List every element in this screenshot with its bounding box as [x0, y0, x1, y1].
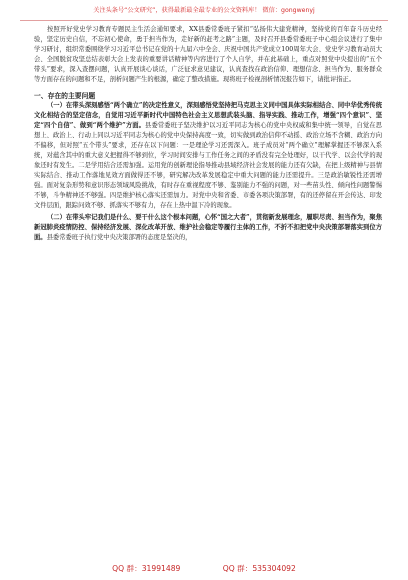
qq-group-2: QQ 群：535304092 — [222, 564, 296, 573]
section-heading-main-problems: 一、存在的主要问题 — [34, 92, 96, 100]
paragraph-1-heading: （一）在带头深刻感悟“两个确立”的决定性意义，深刻感悟党坚持把马克思主义同中国具体实际相结合、同中华优秀传统文化相结合的坚定信念，自觉用习近平新时代中国特色社会主义思想武装头脑、指导实践、推动工作，增强“四个意识”、坚定“四个自信”、做到“两个维护”方面。 — [34, 102, 382, 129]
paragraph-2 — [34, 213, 382, 243]
paragraph-2-heading: （二）在带头牢记我们是什么、要干什么这个根本问题，心怀“国之大者”，贯彻新发展理念，履职尽责、担当作为，聚焦新冠肺炎疫情防控、保持经济发展、深化改革开放、维护社会稳定等履行主体的工作，不折不扣把党中央决策部署落实到位方面。 — [34, 214, 382, 241]
paragraph-1-body: 县委常委班子坚决维护以习近平同志为核心的党中央权威和集中统一领导，自觉在思想上、政治上、行动上同以习近平同志为核心的党中央保持高度一致，切实做到政治信仰不动摇、政治立场不含糊、政治方向不偏移，但对照“五个带头”要求，还存在以下问题：一是理论学习还需深入。班子成员对“两个确立”理解掌握还不够深入系统，对蕴含其中的重大意义把握得不够到位，学习时间安排与工作任务之间的矛盾没有完全处理好，以干代学、以会代学的现象还时有发生。二是学用结合还需加强。运用党的创新理论指导推动县域经济社会发展的能力还有欠缺，在把上级精神与县情实际结合、推动工作落地见效方面做得还不够，研究解决改革发展稳定中重大问题的能力还需提升。三是政治敏锐性还需增强。面对复杂形势和意识形态领域风险挑战，有时存在重视程度不够、鉴别能力不强的问题，对一些苗头性、倾向性问题警惕不够，斗争精神还不够强。四是维护核心落实还需加力。对党中央和省委、市委各项决策部署，有的还停留在开会传达、印发文件层面，跟踪问效不够、抓落实不够有力，存在上热中温下冷的现象。 — [34, 122, 382, 209]
paragraph-1 — [34, 101, 382, 211]
intro-paragraph: 按照开好党史学习教育专题民主生活会通知要求，XX县委常委班子紧扣“弘扬伟大建党精神，坚持党的百年奋斗历史经验，坚定历史自信，不忘初心使命，勇于担当作为，走好新的赶考之路”主题，及时召开县委常委班子中心组会议进行了集中学习研讨，组织常委围绕学习习近平总书记在党的十九届六中全会、庆祝中国共产党成立100周年大会、党史学习教育动员大会、全国脱贫攻坚总结表彰大会上发表的重要讲话精神等内容进行了个人自学，并在此基础上，重点对照党中央提出的“五个带头”要求，深入查摆问题，认真开展谈心谈话，广泛征求意见建议，认真查找在政治信仰、理想信念、担当作为、服务群众等方面存在的问题和不足，剖析问题产生的根源，确定了整改措施。现将班子检视剖析情况报告如下，请批评指正。 — [34, 26, 382, 83]
banner-divider — [20, 20, 388, 21]
contact-footer — [0, 562, 408, 576]
qq-group-1: QQ 群：31991489 — [112, 564, 181, 573]
document-body — [34, 25, 382, 243]
paragraph-2-body: 县委常委班子执行党中央决策部署的态度是坚决的， — [46, 234, 192, 241]
watermark-banner: 关注头条号“公文研究”，获得最新最全最专业的公文资料库！ 微信：gongwenyj — [93, 7, 315, 14]
